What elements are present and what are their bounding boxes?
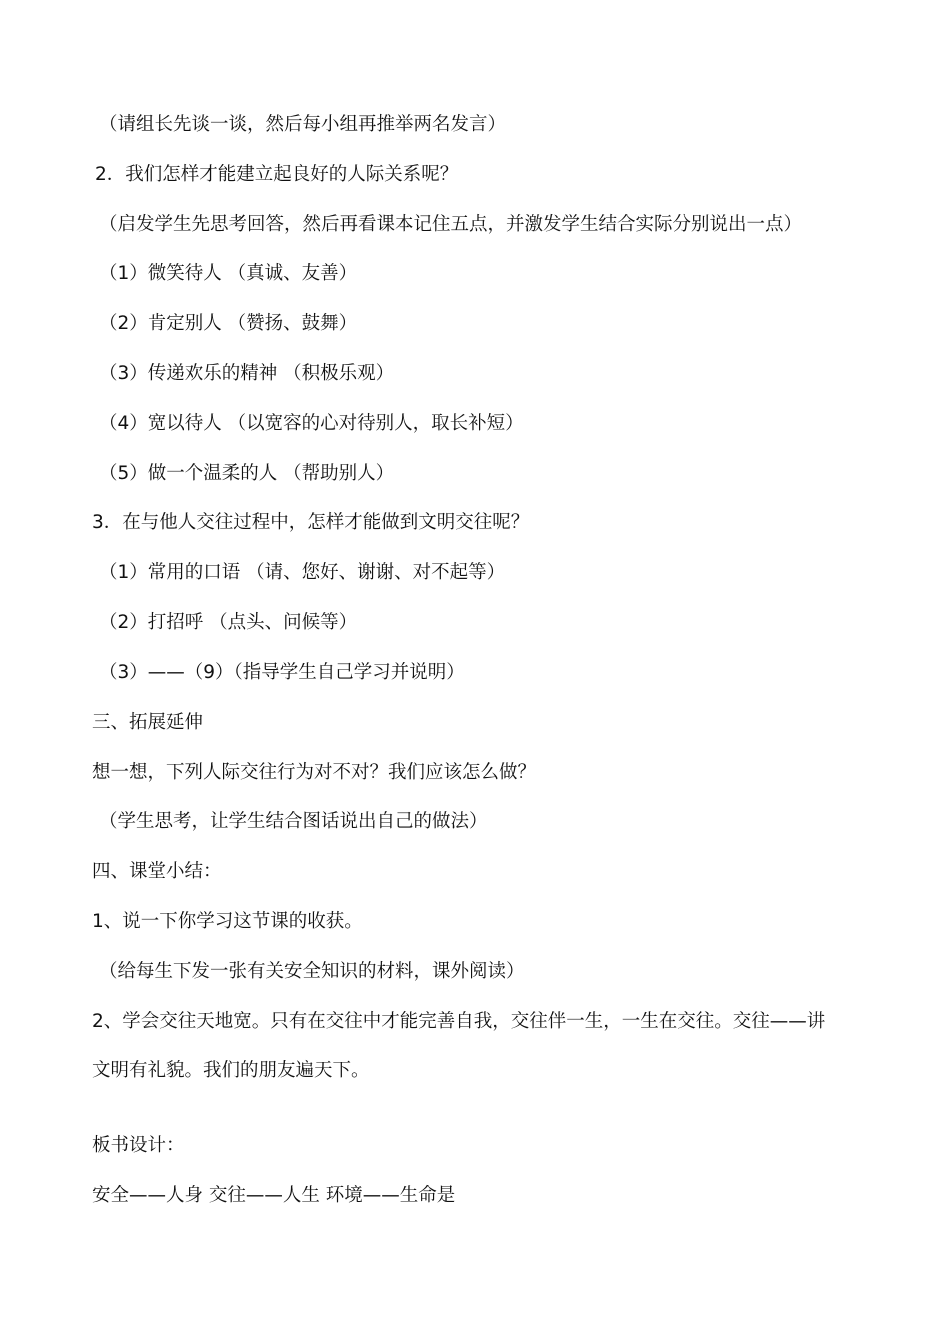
- summary-item-2-continued: 文明有礼貌。我们的朋友遍天下。: [92, 1060, 370, 1081]
- board-design-heading: 板书设计：: [92, 1135, 185, 1156]
- board-design-content: 安全——人身 交往——人生 环境——生命是: [92, 1185, 456, 1206]
- list-item-5: （5）做一个温柔的人 （帮助别人）: [99, 463, 395, 484]
- section-heading-summary: 四、课堂小结：: [92, 861, 222, 882]
- list-item-1: （1）微笑待人 （真诚、友善）: [99, 263, 358, 284]
- extension-question: 想一想，下列人际交往行为对不对？我们应该怎么做？: [92, 762, 537, 783]
- section-heading-extension: 三、拓展延伸: [92, 712, 204, 733]
- question-3: 3．在与他人交往过程中，怎样才能做到文明交往呢？: [92, 512, 530, 533]
- summary-item-2: 2、学会交往天地宽。只有在交往中才能完善自我，交往伴一生，一生在交往。交往——讲: [92, 1011, 826, 1032]
- list-item-3: （3）传递欢乐的精神 （积极乐观）: [99, 363, 395, 384]
- summary-item-1: 1、说一下你学习这节课的收获。: [92, 911, 363, 932]
- question-2: 2．我们怎样才能建立起良好的人际关系呢？: [95, 164, 459, 185]
- instruction-group-discussion: （请组长先谈一谈，然后每小组再推举两名发言）: [99, 114, 507, 135]
- list-item-2: （2）肯定别人 （赞扬、鼓舞）: [99, 313, 358, 334]
- phrase-item-3-9: （3）——（9）（指导学生自己学习并说明）: [99, 662, 465, 683]
- instruction-think-answer: （启发学生先思考回答，然后再看课本记住五点，并激发学生结合实际分别说出一点）: [99, 214, 803, 235]
- phrase-item-2: （2）打招呼 （点头、问候等）: [99, 612, 358, 633]
- instruction-student-think: （学生思考，让学生结合图话说出自己的做法）: [99, 811, 488, 832]
- phrase-item-1: （1）常用的口语 （请、您好、谢谢、对不起等）: [99, 562, 506, 583]
- instruction-material: （给每生下发一张有关安全知识的材料，课外阅读）: [99, 961, 525, 982]
- list-item-4: （4）宽以待人 （以宽容的心对待别人，取长补短）: [99, 413, 524, 434]
